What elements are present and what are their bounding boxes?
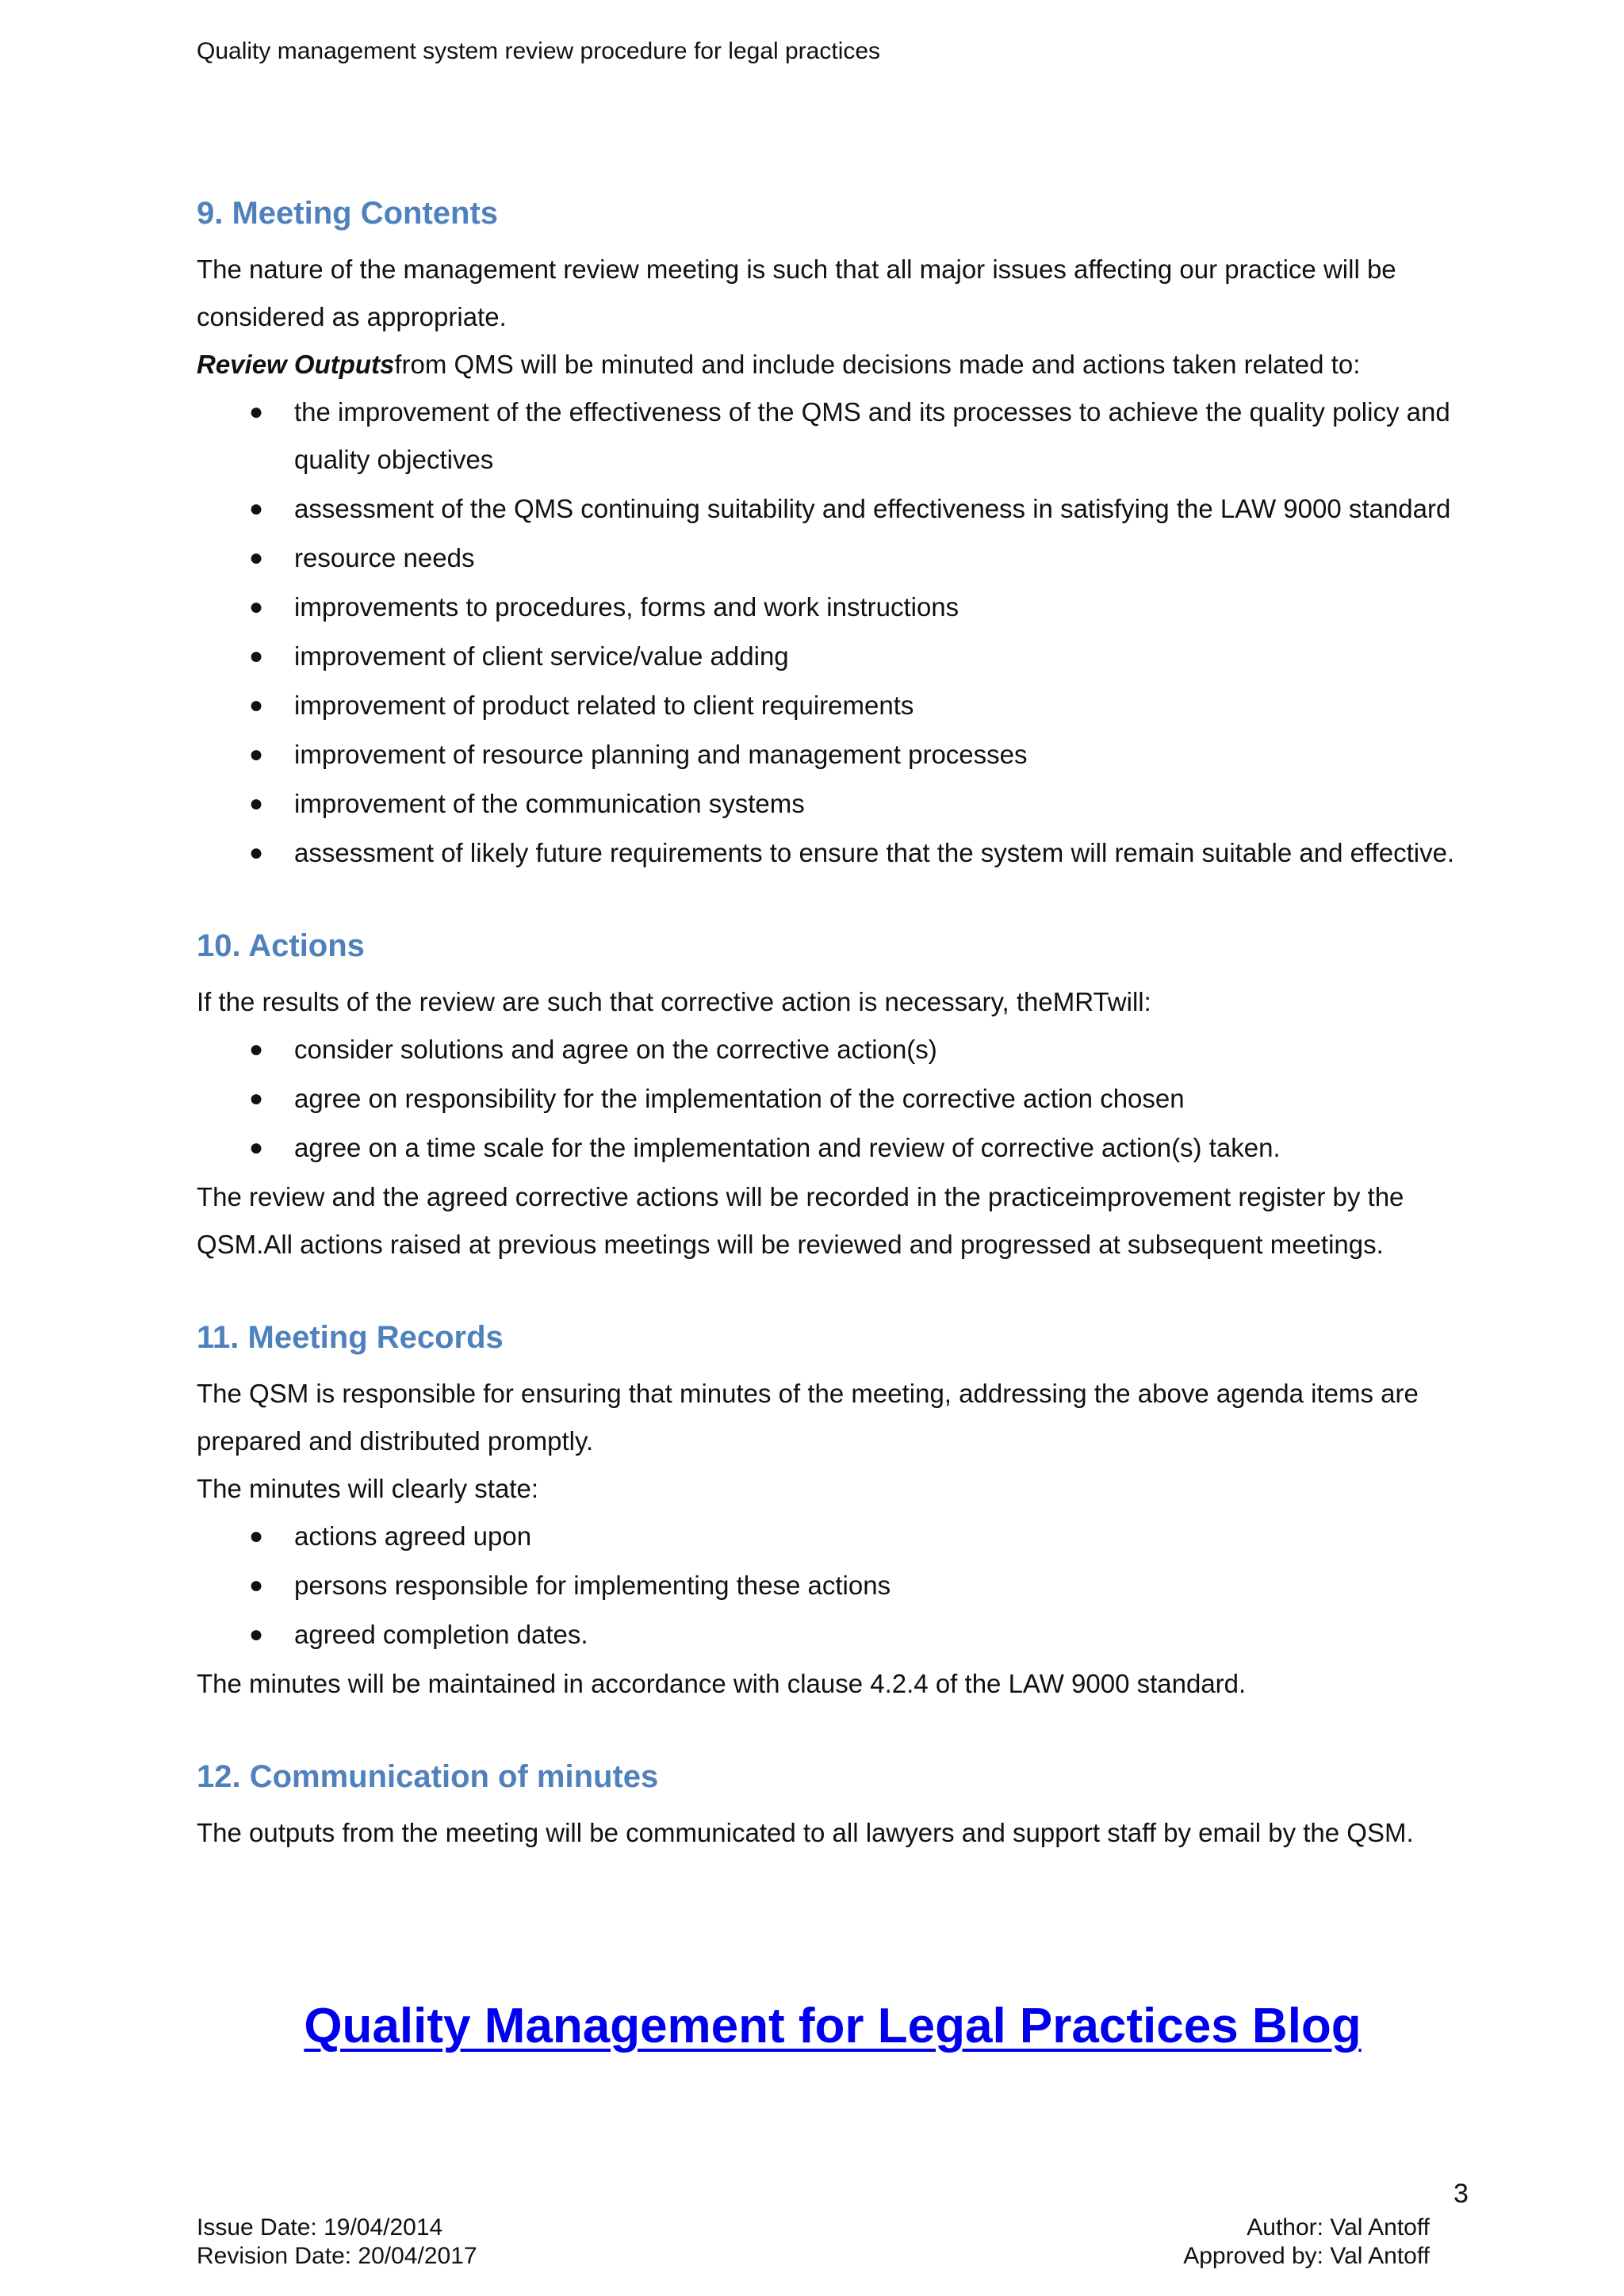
bullet-icon: ●	[249, 643, 264, 669]
list-item-text: agree on a time scale for the implementation and review of corrective action(s) taken.	[294, 1133, 1281, 1162]
list-item	[197, 1075, 1481, 1123]
bullet-icon: ●	[249, 741, 264, 767]
section-heading: 9. Meeting Contents	[197, 196, 499, 231]
blog-link[interactable]: Quality Management for Legal Practices Blog	[304, 1999, 1362, 2053]
bold-italic-term: Review Outputs	[197, 350, 395, 379]
list-item-text: persons responsible for implementing these actions	[294, 1571, 891, 1600]
list-item	[197, 584, 1481, 631]
list-item-text: improvement of product related to client requirements	[294, 691, 914, 720]
paragraph: The QSM is responsible for ensuring that minutes of the meeting, addressing the above agenda items are prepared and distributed promptly.	[197, 1379, 1419, 1456]
list-item	[197, 1513, 1481, 1560]
list-item	[197, 388, 1481, 484]
section-actions	[197, 923, 1481, 1269]
bullet-icon: ●	[249, 496, 264, 522]
list-item-text: improvement of client service/value adding	[294, 641, 789, 671]
bullet-icon: ●	[249, 545, 264, 571]
page-header: Quality management system review procedure for legal practices	[197, 38, 881, 64]
bullet-icon: ●	[249, 790, 264, 817]
list-item-text: improvements to procedures, forms and work instructions	[294, 592, 959, 622]
list-item	[197, 1124, 1481, 1172]
issue-date: Issue Date: 19/04/2014	[197, 2214, 443, 2241]
footer-dates	[197, 2214, 477, 2271]
footer-authorship	[1183, 2214, 1430, 2271]
paragraph: The outputs from the meeting will be communicated to all lawyers and support staff by email by the QSM.	[197, 1818, 1414, 1847]
blog-link-container	[0, 1998, 1624, 2054]
bullet-icon: ●	[249, 840, 264, 866]
section-meeting-records	[197, 1314, 1481, 1708]
bullet-icon: ●	[249, 692, 264, 718]
list-item	[197, 534, 1481, 582]
list-item-text: actions agreed upon	[294, 1521, 532, 1551]
list-item-text: assessment of the QMS continuing suitability and effectiveness in satisfying the LAW 9000 standard	[294, 494, 1451, 523]
list-item-text: agreed completion dates.	[294, 1620, 588, 1649]
bullet-icon: ●	[249, 1085, 264, 1112]
revision-date: Revision Date: 20/04/2017	[197, 2243, 477, 2269]
section-meeting-contents	[197, 190, 1481, 877]
approved-by: Approved by: Val Antoff	[1183, 2243, 1430, 2269]
section-communication	[197, 1754, 1481, 1857]
bullet-icon: ●	[249, 1572, 264, 1598]
list-item-text: improvement of resource planning and management processes	[294, 740, 1028, 769]
paragraph: The minutes will clearly state:	[197, 1474, 538, 1503]
paragraph: The nature of the management review meeting is such that all major issues affecting our practice will be considered as appropriate.	[197, 254, 1396, 331]
list-item	[197, 1026, 1481, 1073]
bullet-list	[197, 1513, 1481, 1659]
bullet-icon: ●	[249, 594, 264, 620]
list-item	[197, 780, 1481, 828]
list-item	[197, 633, 1481, 680]
list-item	[197, 1611, 1481, 1659]
section-heading: 10. Actions	[197, 928, 365, 963]
list-item	[197, 485, 1481, 533]
list-item-text: improvement of the communication systems	[294, 789, 805, 818]
paragraph-text: from QMS will be minuted and include decisions made and actions taken related to:	[394, 350, 1361, 379]
list-item	[197, 829, 1481, 877]
list-item-text: the improvement of the effectiveness of the QMS and its processes to achieve the quality policy and quality objectives	[294, 397, 1450, 474]
list-item-text: resource needs	[294, 543, 475, 572]
section-heading: 11. Meeting Records	[197, 1320, 504, 1355]
list-item-text: assessment of likely future requirements to ensure that the system will remain suitable and effective.	[294, 838, 1455, 867]
paragraph: The minutes will be maintained in accordance with clause 4.2.4 of the LAW 9000 standard.	[197, 1669, 1247, 1698]
author: Author: Val Antoff	[1247, 2214, 1430, 2241]
paragraph	[197, 341, 1481, 388]
document-body	[197, 190, 1481, 1903]
list-item	[197, 1562, 1481, 1609]
bullet-icon: ●	[249, 1135, 264, 1161]
bullet-list	[197, 1026, 1481, 1172]
bullet-icon: ●	[249, 1036, 264, 1062]
bullet-list	[197, 388, 1481, 877]
list-item	[197, 682, 1481, 729]
bullet-icon: ●	[249, 1523, 264, 1549]
list-item	[197, 731, 1481, 779]
list-item-text: consider solutions and agree on the corrective action(s)	[294, 1035, 937, 1064]
section-heading: 12. Communication of minutes	[197, 1759, 659, 1794]
paragraph: If the results of the review are such that corrective action is necessary, theMRTwill:	[197, 987, 1151, 1016]
bullet-icon: ●	[249, 399, 264, 425]
paragraph: The review and the agreed corrective actions will be recorded in the practiceimprovement register by the QSM.All actions raised at previous meetings will be reviewed and progressed at subsequent meetings.	[197, 1182, 1404, 1259]
page-number: 3	[1454, 2179, 1469, 2209]
bullet-icon: ●	[249, 1621, 264, 1647]
list-item-text: agree on responsibility for the implementation of the corrective action chosen	[294, 1084, 1185, 1113]
